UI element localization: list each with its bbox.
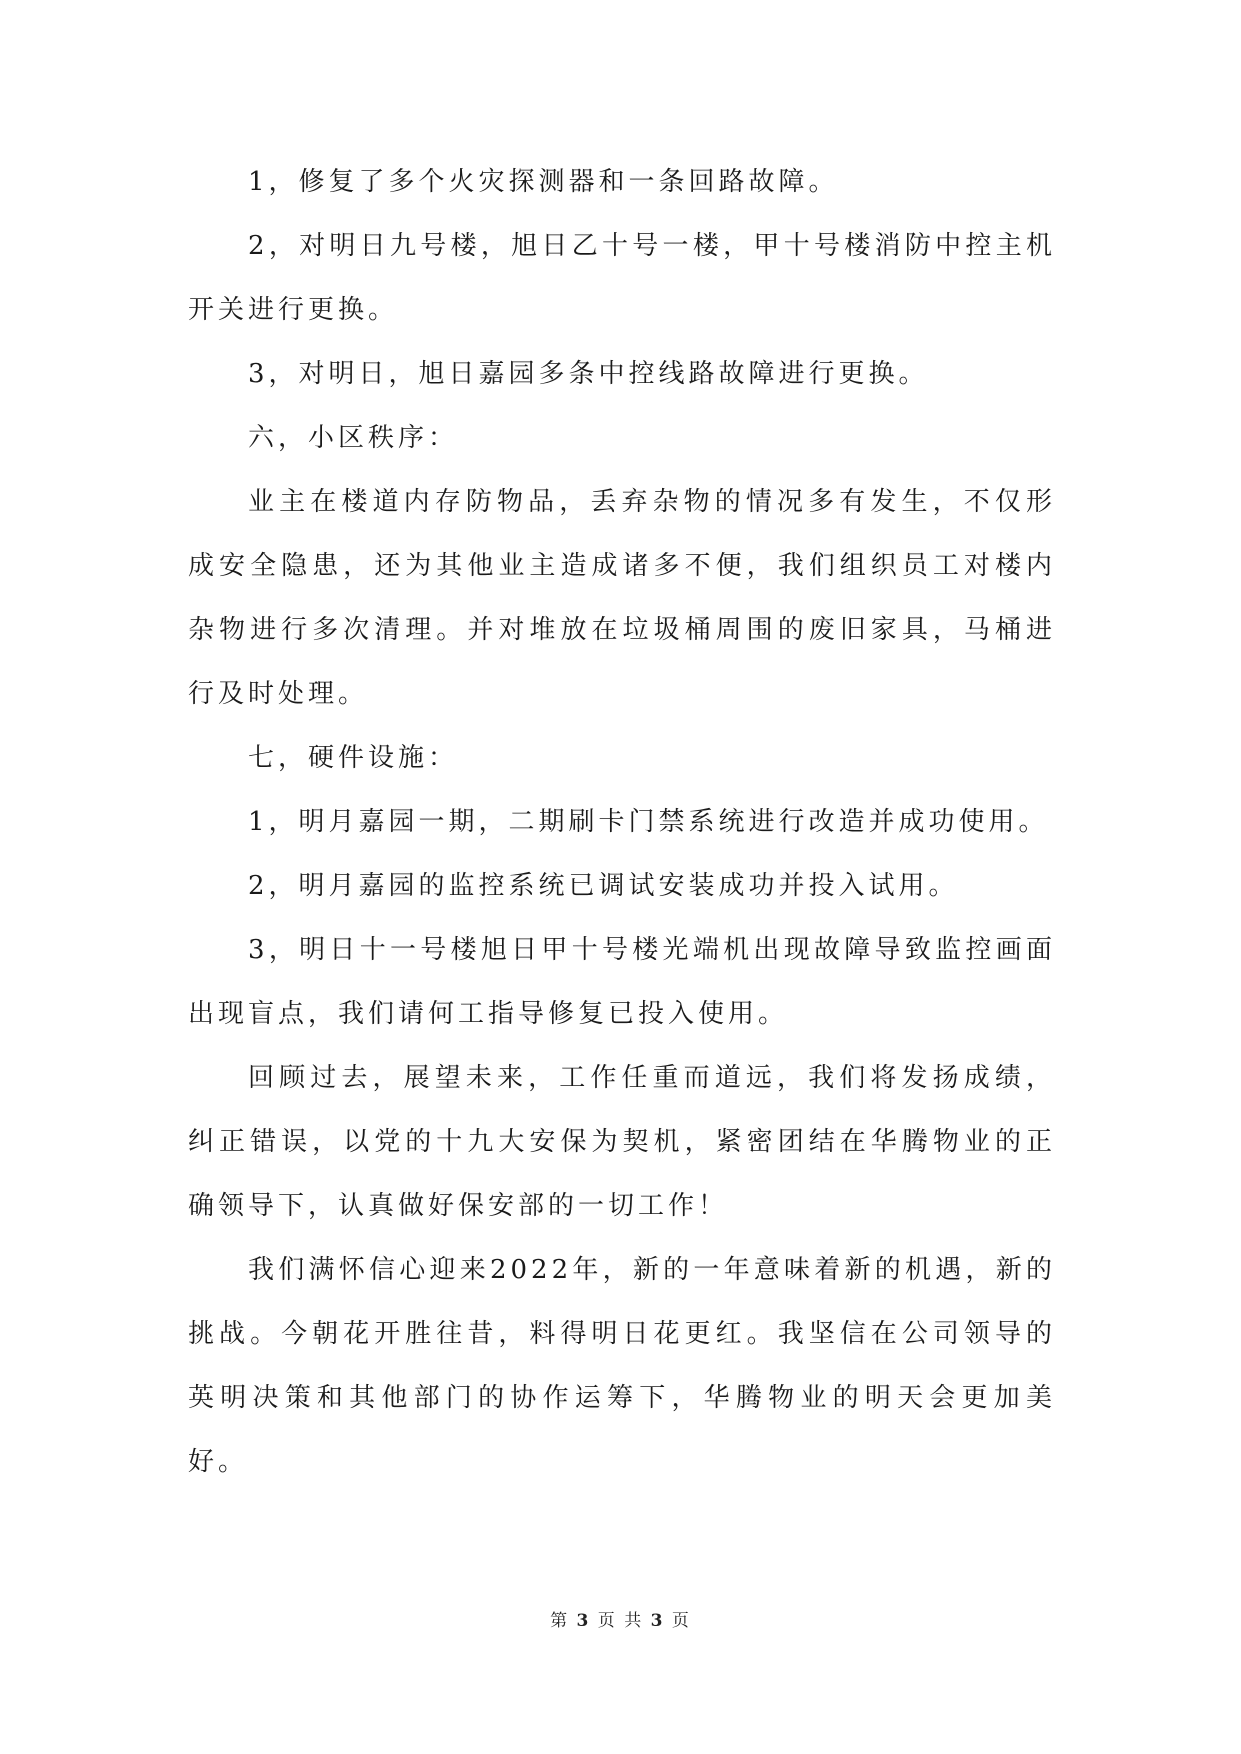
paragraph-review-outlook: 回顾过去，展望未来，工作任重而道远，我们将发扬成绩，纠正错误，以党的十九大安保为契机，紧密团结在华腾物业的正确领导下，认真做好保安部的一切工作！	[188, 1063, 1056, 1221]
paragraph-optical-terminal: 3，明日十一号楼旭日甲十号楼光端机出现故障导致监控画面出现盲点，我们请何工指导修复已投入使用。	[188, 935, 1056, 1029]
page-footer	[0, 1606, 1241, 1631]
paragraph-replace-switches: 2，对明日九号楼，旭日乙十号一楼，甲十号楼消防中控主机开关进行更换。	[188, 231, 1056, 325]
footer-prefix: 第	[550, 1611, 570, 1631]
section-heading-hardware: 七，硬件设施：	[248, 743, 459, 773]
footer-current-page: 3	[576, 1611, 591, 1631]
paragraph-access-control: 1，明月嘉园一期，二期刷卡门禁系统进行改造并成功使用。	[248, 807, 1049, 837]
paragraph-community-order: 业主在楼道内存防物品，丢弃杂物的情况多有发生，不仅形成安全隐患，还为其他业主造成诸多不便，我们组织员工对楼内杂物进行多次清理。并对堆放在垃圾桶周围的废旧家具，马桶进行及时处理。	[188, 487, 1056, 709]
paragraph-repair-detectors: 1，修复了多个火灾探测器和一条回路故障。	[248, 167, 839, 197]
document-body	[188, 150, 1056, 1494]
footer-suffix: 页	[671, 1611, 691, 1631]
footer-total-pages: 3	[650, 1611, 665, 1631]
paragraph-replace-lines: 3，对明日，旭日嘉园多条中控线路故障进行更换。	[248, 359, 929, 389]
paragraph-surveillance: 2，明月嘉园的监控系统已调试安装成功并投入试用。	[248, 871, 959, 901]
footer-middle: 页 共	[597, 1611, 644, 1631]
paragraph-closing: 我们满怀信心迎来2022年，新的一年意味着新的机遇，新的挑战。今朝花开胜往昔，料得明日花更红。我坚信在公司领导的英明决策和其他部门的协作运筹下，华腾物业的明天会更加美好。	[188, 1255, 1056, 1477]
section-heading-community-order: 六，小区秩序：	[248, 423, 459, 453]
